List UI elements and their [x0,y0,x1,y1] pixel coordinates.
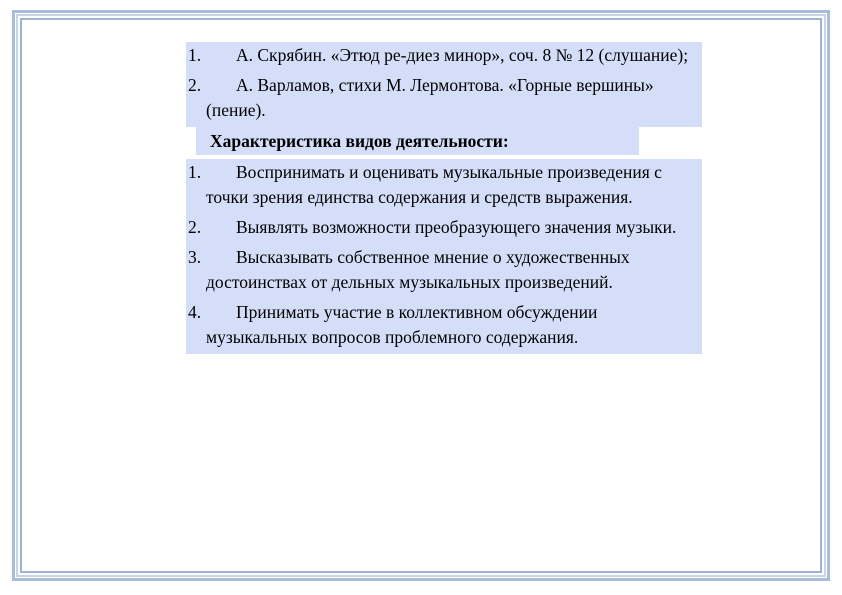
list-item-text-rest: вершины» (пение). [206,75,654,120]
list-item [186,244,702,299]
list-item-text-rest: (слушание); [598,45,689,65]
section-heading: Характеристика видов деятельности: [196,127,639,155]
list-item [186,42,702,72]
list-item-number: 4. [188,302,202,322]
activities-list [186,159,702,354]
slide-content [186,42,702,354]
list-item-number: 2. [188,75,202,95]
works-list [186,42,702,127]
list-item-text-first: А. Скрябин. «Этюд ре-диез минор», соч. 8 № 12 [236,45,595,65]
list-item-text-rest: художественных достоинствах от дельных музыкальных произведений. [206,247,630,292]
list-item [186,159,702,214]
list-item-number: 1. [188,162,202,182]
list-item [186,299,702,354]
list-item-text-first: Принимать участие в коллективном обсуждении [236,302,598,322]
list-item-number: 1. [188,45,202,65]
heading-bar [186,127,702,155]
list-item-text-rest: музыки. [615,217,677,237]
list-item [186,214,702,244]
list-item [186,72,702,127]
list-item-text-first: Выявлять возможности преобразующего значения [236,217,612,237]
list-item-text-rest: музыкальных вопросов проблемного содержания. [206,327,579,347]
list-item-text-first: Высказывать собственное мнение о [236,247,502,267]
list-item-text-first: Воспринимать и оценивать музыкальные [236,162,544,182]
list-item-text-first: А. Варламов, стихи М. Лермонтова. «Горные [236,75,572,95]
list-item-text-rest: произведения с точки зрения единства содержания и средств выражения. [206,162,662,207]
list-item-number: 3. [188,247,202,267]
list-item-number: 2. [188,217,202,237]
